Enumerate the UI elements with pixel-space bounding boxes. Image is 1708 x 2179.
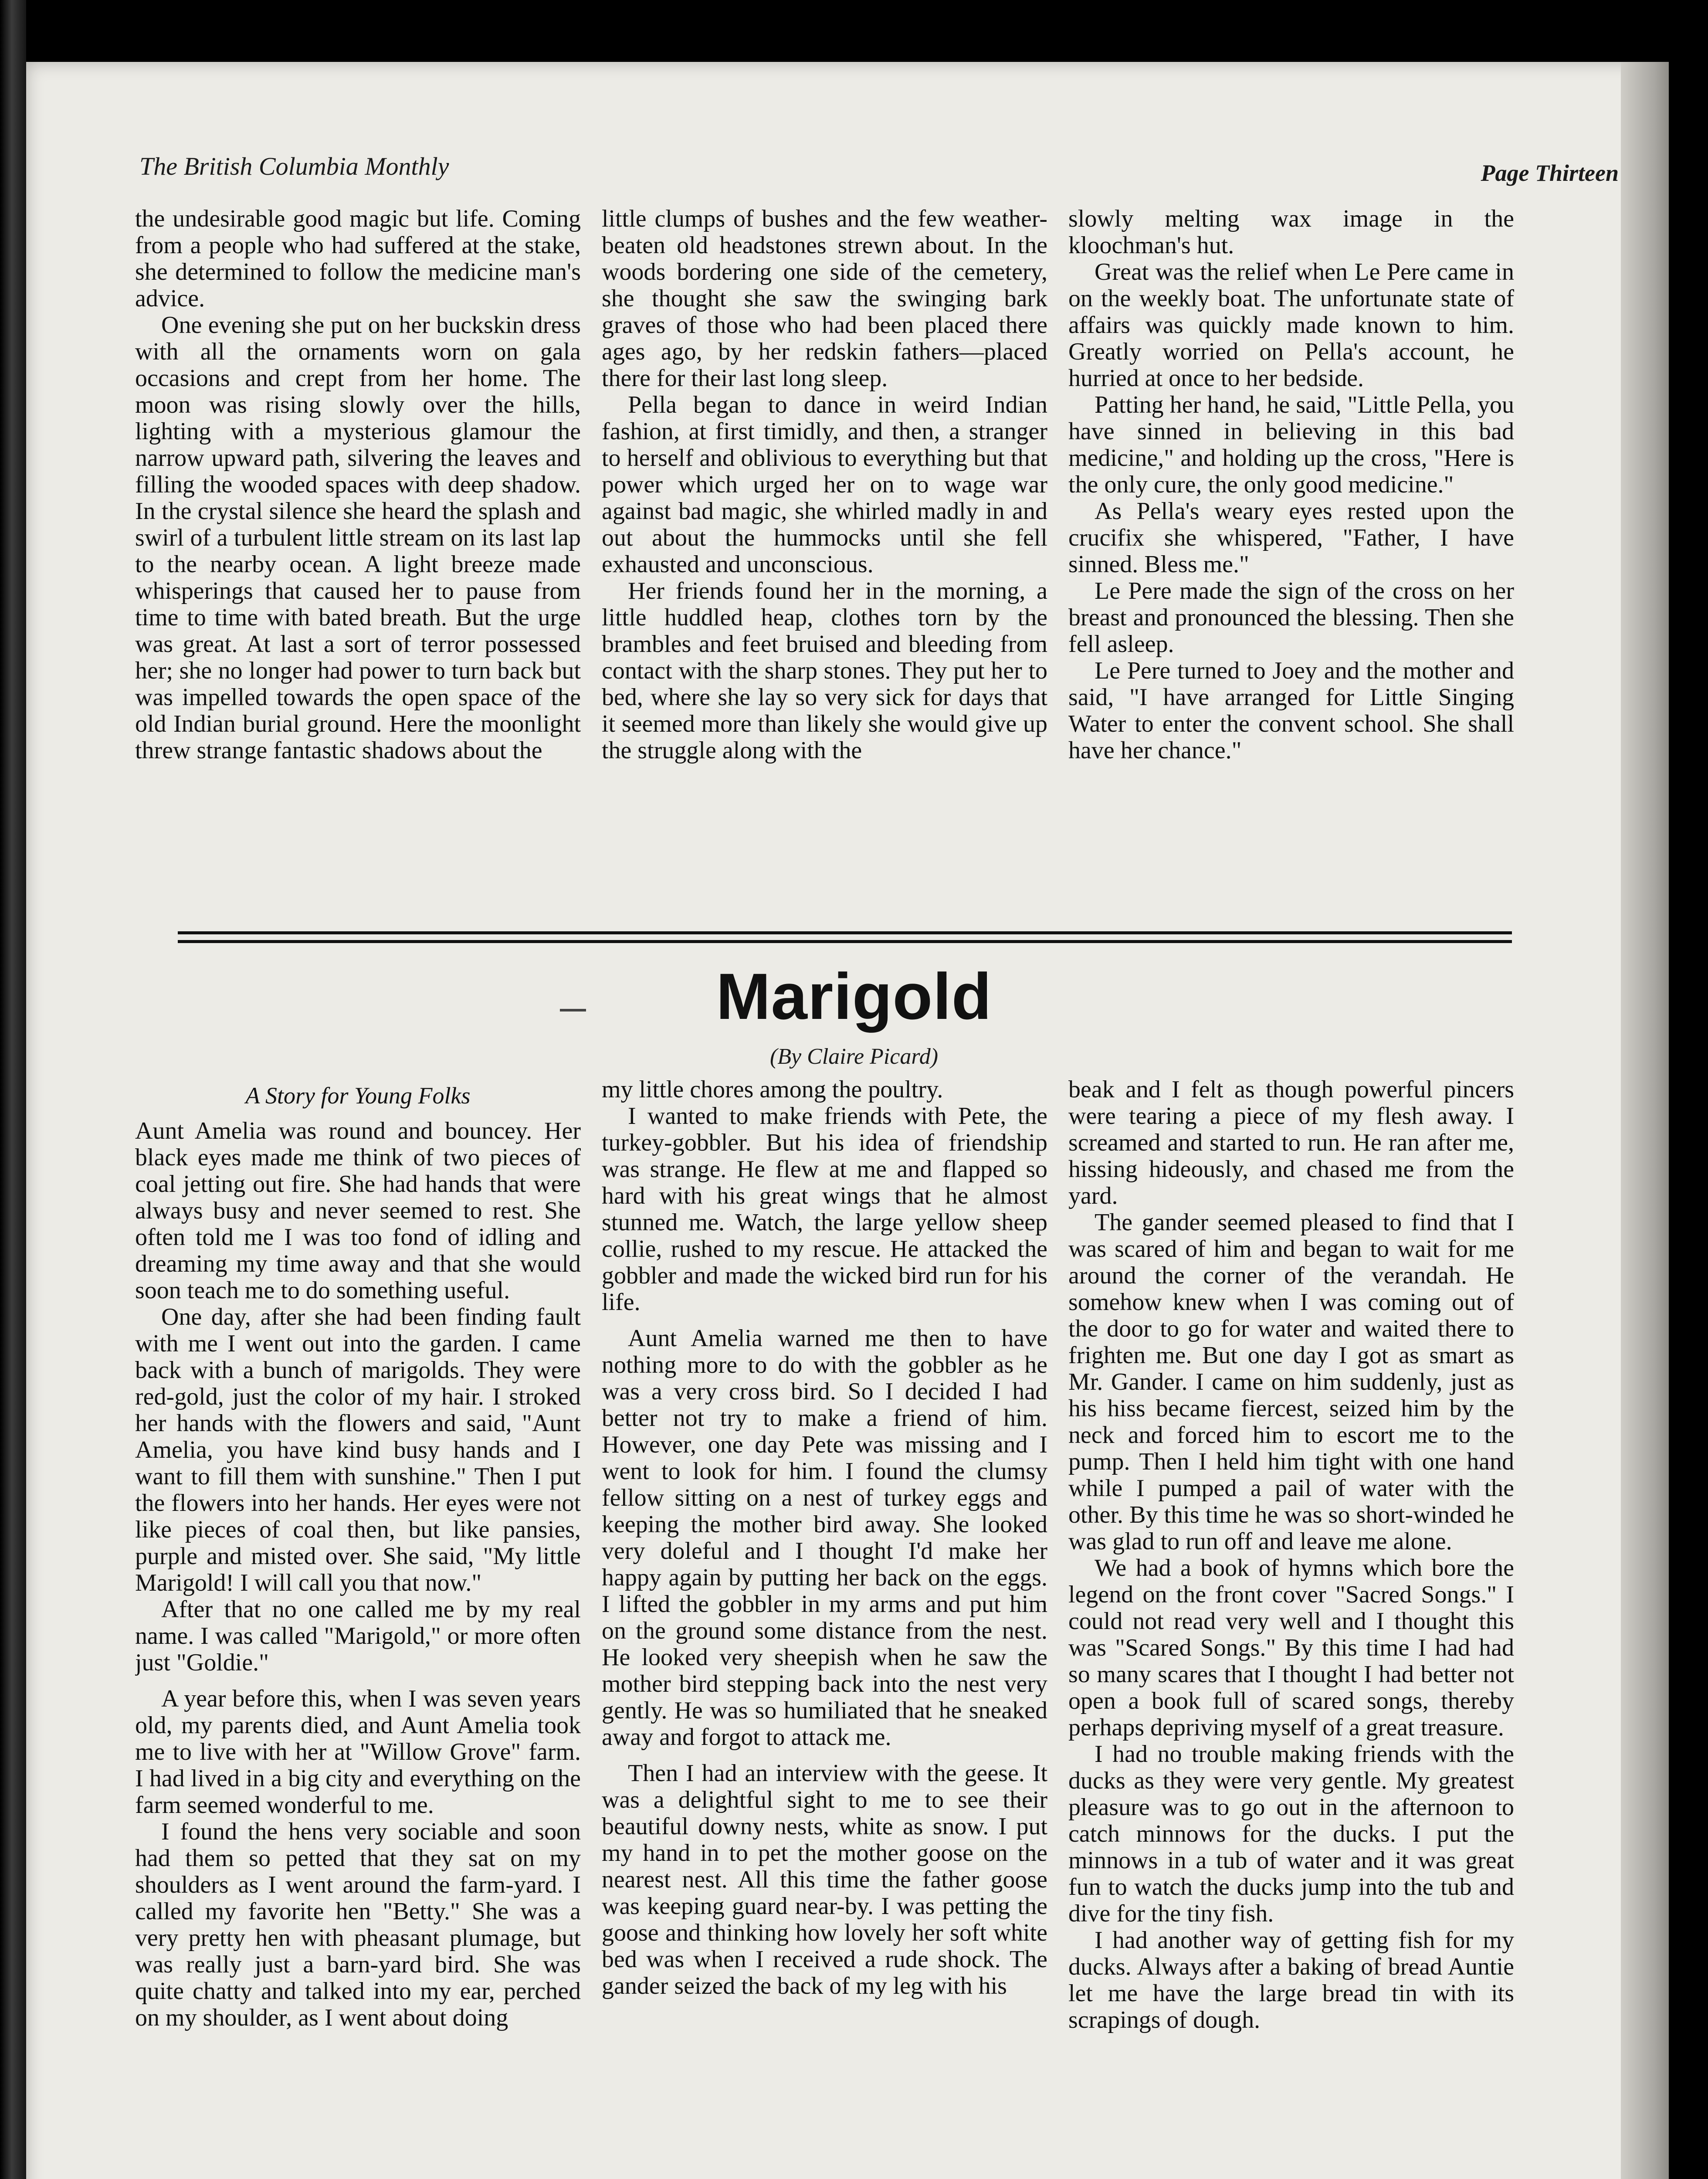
paragraph: my little chores among the poultry. <box>602 1076 943 1103</box>
page-number-label: Page Thirteen <box>1481 160 1619 186</box>
paragraph: Great was the relief when Le Pere came in on the weekly boat. The unfortunate state of affairs was quickly made known to him. Greatly worried on Pella's account, he hurried at once to her bedside. <box>1068 258 1514 392</box>
divider-rule <box>178 940 1512 943</box>
paragraph: Patting her hand, he said, "Little Pella, you have sinned in believing in this bad medicine," and holding up the cross, "Here is the only cure, the only good medicine." <box>1068 391 1514 498</box>
paragraph: slowly melting wax image in the kloochman's hut. <box>1068 206 1514 259</box>
paragraph: One evening she put on her buckskin dress with all the ornaments worn on gala occasions and crept from her home. The moon was rising slowly over the hills, lighting with a mysterious glamour the narrow upward path, silvering the leaves and filling the wooded spaces with deep shadow. In the crystal silence she heard the splash and swirl of a turbulent little stream on its last lap to the nearby ocean. A light breeze made whisperings that caused her to pause from time to time with bated breath. But the urge was great. At last a sort of terror possessed her; she no longer had power to turn back but was impelled towards the open space of the old Indian burial ground. Here the moonlight threw strange fantastic shadows about the <box>135 312 581 764</box>
paragraph: Then I had an interview with the geese. It was a delightful sight to me to see their beautiful downy nests, white as snow. I put my hand in to pet the mother goose on the nearest nest. All this time the father goose was keeping guard near-by. I was petting the goose and thinking how lovely her soft white bed was when I received a rude shock. The gander seized the back of my leg with his <box>602 1760 1047 1999</box>
paragraph: Le Pere turned to Joey and the mother and said, "I have arranged for Little Singing Water to enter the convent school. She shall have her chance." <box>1068 657 1514 764</box>
paragraph: little clumps of bushes and the few weather-beaten old headstones strewn about. In the woods bordering one side of the cemetery, she thought she saw the swinging bark graves of those who had been placed there ages ago, by her redskin fathers—placed there for their last long sleep. <box>602 206 1047 392</box>
story1-column-2 <box>602 206 1047 916</box>
paragraph: The gander seemed pleased to find that I was scared of him and began to wait for me around the corner of the verandah. He somehow knew when I was coming out of the door to go for water and waited there to frighten me. But one day I got as smart as Mr. Gander. I came on him suddenly, just as his hiss became fiercest, seized him by the neck and forced him to escort me to the pump. Then I held him tight with one hand while I pumped a pail of water with the other. By this time he was so short-winded he was glad to run off and leave me alone. <box>1068 1209 1514 1555</box>
paragraph: One day, after she had been finding fault with me I went out into the garden. I came back with a bunch of marigolds. They were red-gold, just the color of my hair. I stroked her hands with the flowers and said, "Aunt Amelia, you have kind busy hands and I want to fill them with sunshine." Then I put the flowers into her hands. Her eyes were not like pieces of coal then, but like pansies, purple and misted over. She said, "My little Marigold! I will call you that now." <box>135 1303 581 1596</box>
page-header <box>139 152 1619 187</box>
paragraph: the undesirable good magic but life. Coming from a people who had suffered at the stake, she determined to follow the medicine man's advice. <box>135 206 581 312</box>
paragraph: beak and I felt as though powerful pincers were tearing a piece of my flesh away. I screamed and started to run. He ran after me, hissing hideously, and chased me from the yard. <box>1068 1076 1514 1209</box>
story2-columns <box>135 1076 1514 2179</box>
paragraph: After that no one called me by my real name. I was called "Marigold," or more often just "Goldie." <box>135 1596 581 1676</box>
story1-columns <box>135 206 1514 916</box>
story1-column-3 <box>1068 206 1514 916</box>
story-subtitle: A Story for Young Folks <box>245 1083 471 1109</box>
paragraph: Aunt Amelia warned me then to have nothing more to do with the gobbler as he was a very cross bird. So I decided I had better not try to make a friend of him. However, one day Pete was missing and I went to look for him. I found the clumsy fellow sitting on a nest of turkey eggs and keeping the mother bird away. She looked very doleful and I thought I'd make her happy again by putting her back on the eggs. I lifted the gobbler in my arms and put him on the ground some distance from the nest. He looked very sheepish when he saw the mother bird stepping back into the nest very gently. He was so humiliated that he sneaked away and forgot to attack me. <box>602 1325 1047 1751</box>
story2-column-2 <box>602 1076 1047 2179</box>
paragraph: Aunt Amelia was round and bouncey. Her black eyes made me think of two pieces of coal jetting out fire. She had hands that were always busy and never seemed to rest. She often told me I was too fond of idling and dreaming my time away and that she would soon teach me to do something useful. <box>135 1117 581 1304</box>
story1-column-1 <box>135 206 581 916</box>
story2-column-3 <box>1068 1076 1514 2179</box>
paragraph: A year before this, when I was seven years old, my parents died, and Aunt Amelia took me to live with her at "Willow Grove" farm. I had lived in a big city and everything on the farm seemed wonderful to me. <box>135 1685 581 1819</box>
story-byline: (By Claire Picard) <box>769 1044 939 1069</box>
paragraph: Her friends found her in the morning, a little huddled heap, clothes torn by the brambles and feet bruised and bleeding from contact with the sharp stones. They put her to bed, where she lay so very sick for days that it seemed more than likely she would give up the struggle along with the <box>602 577 1047 764</box>
paragraph: We had a book of hymns which bore the legend on the front cover "Sacred Songs." I could not read very well and I thought this was "Scared Songs." By this time I had had so many scares that I thought I had better not open a book full of scared songs, thereby perhaps depriving myself of a great treasure. <box>1068 1554 1514 1741</box>
story2-column-1 <box>135 1076 581 2179</box>
paragraph: I had another way of getting fish for my ducks. Always after a baking of bread Auntie let me have the large bread tin with its scrapings of dough. <box>1068 1927 1514 2033</box>
book-spine <box>0 0 26 2179</box>
paragraph: Le Pere made the sign of the cross on her breast and pronounced the blessing. Then she fell asleep. <box>1068 577 1514 658</box>
paragraph: As Pella's weary eyes rested upon the crucifix she whispered, "Father, I have sinned. Bless me." <box>1068 498 1514 578</box>
paragraph: Pella began to dance in weird Indian fashion, at first timidly, and then, a stranger to herself and oblivious to everything but that power which urged her on to wage war against bad magic, she whirled madly in and out about the hummocks until she fell exhausted and unconscious. <box>602 391 1047 578</box>
page-edge-shadow <box>1621 62 1669 2179</box>
paragraph: I found the hens very sociable and soon had them so petted that they sat on my shoulders as I went around the farm-yard. I called my favorite hen "Betty." She was a very pretty hen with pheasant plumage, but was really just a barn-yard bird. She was quite chatty and talked into my ear, perched on my shoulder, as I went about doing <box>135 1818 581 2031</box>
paragraph: I had no trouble making friends with the ducks as they were very gentle. My greatest pleasure was to go out in the afternoon to catch minnows for the ducks. I put the minnows in a tub of water and it was great fun to watch the ducks jump into the tub and dive for the tiny fish. <box>1068 1741 1514 1927</box>
story-title: Marigold <box>716 960 992 1033</box>
journal-title: The British Columbia Monthly <box>139 152 449 180</box>
divider-rule <box>178 931 1512 934</box>
paragraph: I wanted to make friends with Pete, the turkey-gobbler. But his idea of friendship was strange. He flew at me and flapped so hard with his great wings that he almost stunned me. Watch, the large yellow sheep collie, rushed to my rescue. He attacked the gobbler and made the wicked bird run for his life. <box>602 1103 1047 1316</box>
